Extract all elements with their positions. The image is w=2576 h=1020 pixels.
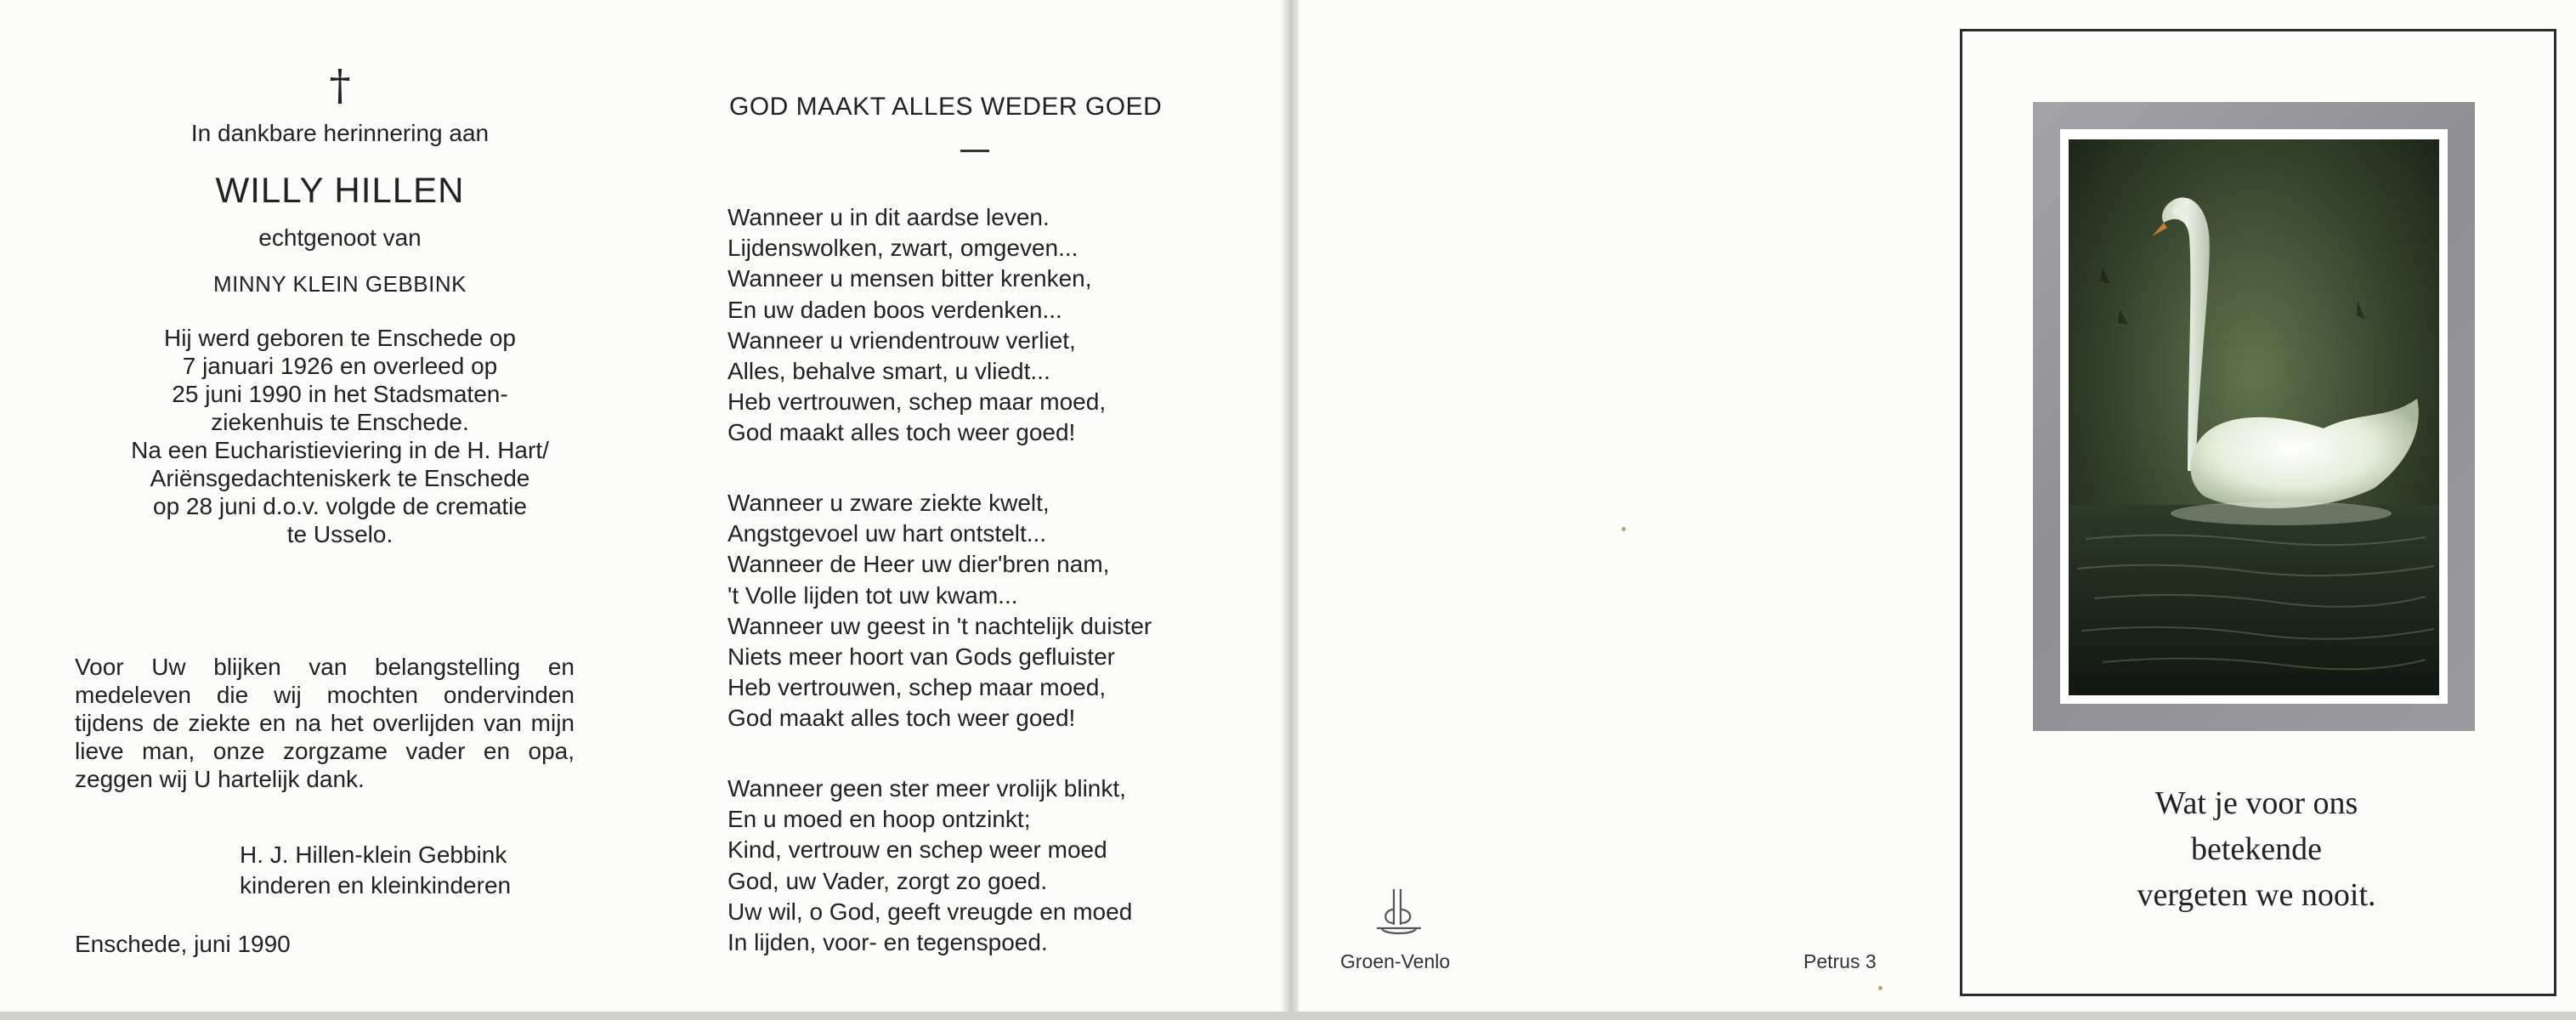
place-date: Enschede, juni 1990 [75, 931, 291, 957]
card-fold [1282, 0, 1299, 1012]
front-verse: Wat je voor ons betekende vergeten we nooit. [2137, 785, 2376, 913]
scan-edge [0, 1012, 2576, 1020]
design-code: Petrus 3 [1803, 950, 1877, 972]
spouse-prefix: echtgenoot van [258, 224, 422, 251]
swan-photo [2069, 139, 2439, 695]
intro-text: In dankbare herinnering aan [190, 120, 490, 146]
paper-speck [1622, 527, 1626, 531]
deceased-name: WILLY HILLEN [215, 170, 465, 210]
poem-stanza-2: Wanneer u zware ziekte kwelt, Angstgevoel uw hart ontstelt... Wanneer de Heer uw dier'bren nam, 't Volle lijden tot uw kwam... Wanneer uw geest in 't nachtelijk duister Niets meer hoort van Gods gefluister Heb vertrouwen, schep maar moed, God maakt alles toch weer goed! [728, 490, 1152, 732]
cross-icon: † [329, 60, 351, 110]
paper-speck [1878, 986, 1882, 990]
title-divider [960, 150, 989, 152]
signers: H. J. Hillen-klein Gebbink kinderen en kleinkinderen [240, 842, 512, 898]
poem-stanza-1: Wanneer u in dit aardse leven. Lijdenswolken, zwart, omgeven... Wanneer u mensen bitter krenken, En uw daden boos verdenken... Wanneer u vriendentrouw verliet, Alles, behalve smart, u vliedt... Heb vertrouwen, schep maar moed, God maakt alles toch weer goed! [728, 204, 1107, 446]
poem-stanza-3: Wanneer geen ster meer vrolijk blinkt, En u moed en hoop ontzinkt; Kind, vertrouw en schep weer moed God, uw Vader, zorgt zo goed. Uw wil, o God, geeft vreugde en moed In lijden, voor- en tegenspoed. [728, 775, 1133, 956]
thanks-paragraph: Voor Uw blijken van belangstelling en medeleven die wij mochten ondervinden tijdens de ziekte en na het overlijden van mijn lieve man, onze zorgzame vader en opa, zeggen wij U hartelijk dank. [75, 654, 575, 792]
life-details: Hij werd geboren te Enschede op 7 januari 1926 en overleed op 25 juni 1990 in het Stadsmaten- ziekenhuis te Enschede. Na een Eucharistieviering in de H. Hart/ Ariënsgedachteniskerk te Enschede op 28 juni d.o.v. volgde de crematie te Usselo. [131, 325, 549, 547]
dedication-block [59, 60, 620, 548]
publisher-name: Groen-Venlo [1340, 950, 1451, 972]
poem-title: GOD MAAKT ALLES WEDER GOED [729, 93, 1163, 121]
spouse-name: MINNY KLEIN GEBBINK [213, 271, 467, 297]
publisher-logo-icon [1373, 886, 1424, 938]
